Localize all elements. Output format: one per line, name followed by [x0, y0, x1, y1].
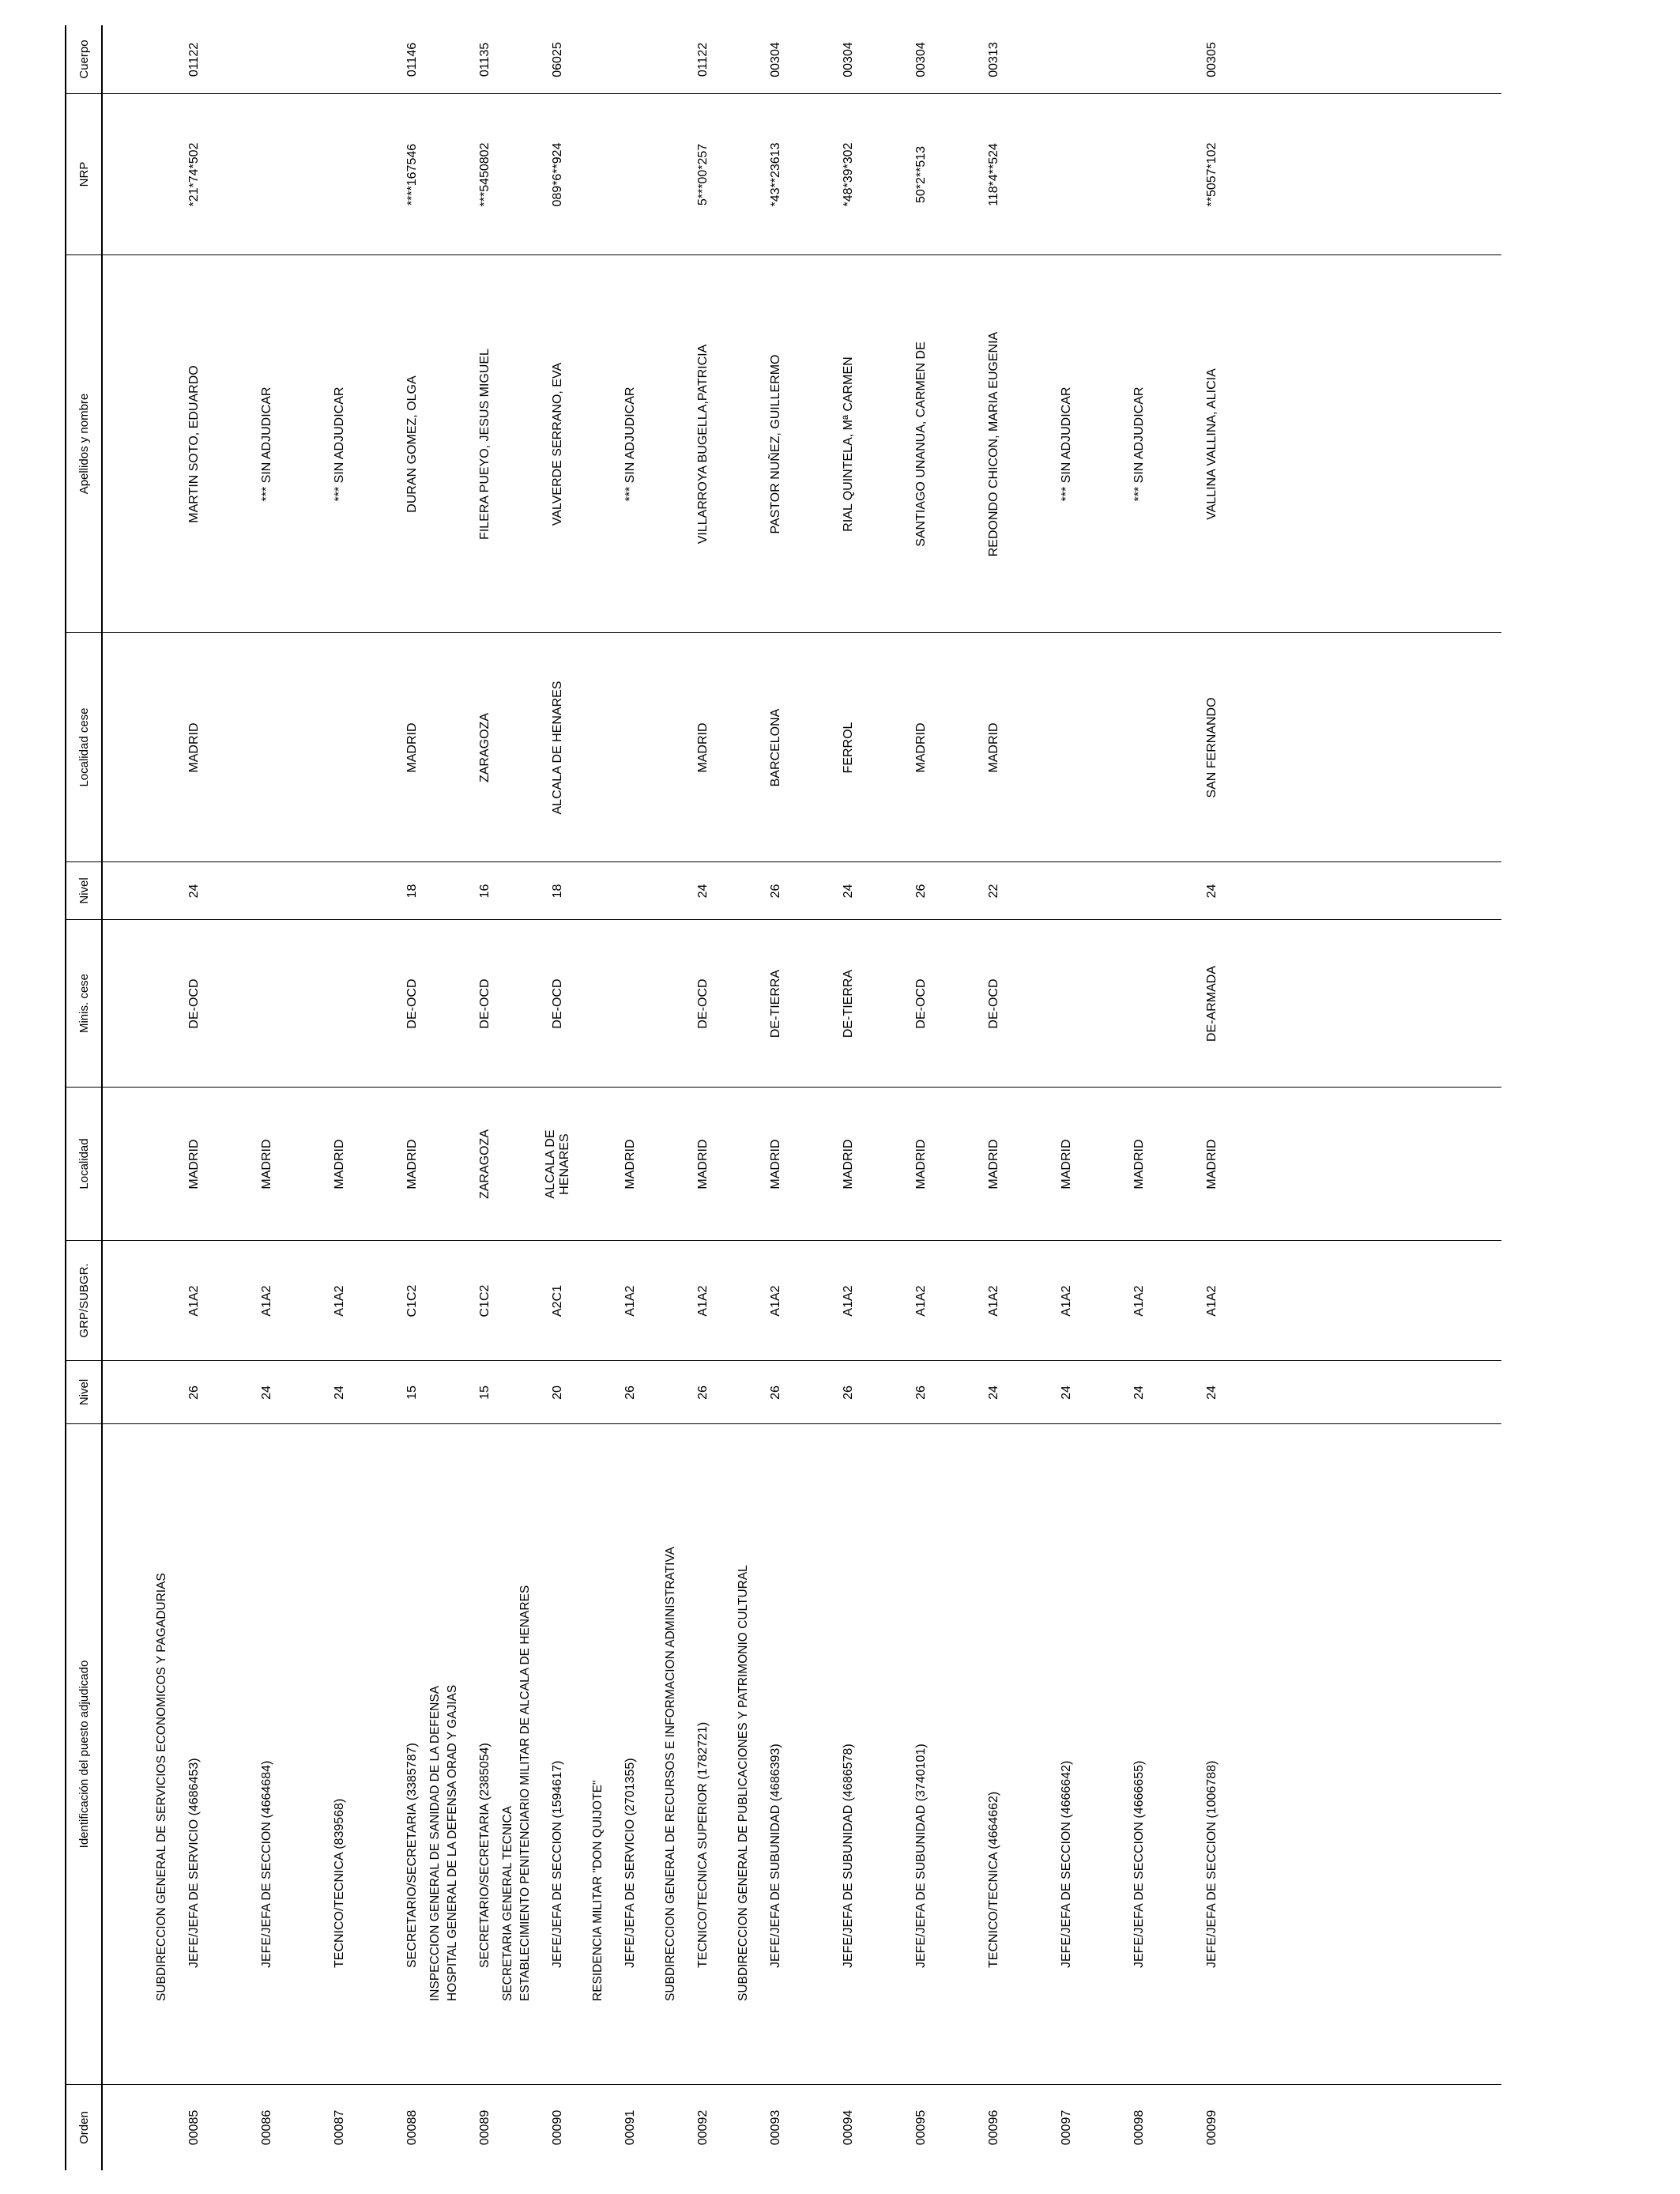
cell-orden: 00096 — [987, 2109, 1000, 2146]
cell-minis-cese: DE-OCD — [914, 978, 928, 1029]
cell-localidad — [376, 1088, 449, 1241]
cell-apellidos: RIAL QUINTELA, Mª CARMEN — [842, 356, 855, 532]
cell-nivel: 24 — [333, 1385, 346, 1400]
table-row — [1030, 25, 1103, 2170]
cell-minis-cese: DE-OCD — [478, 978, 492, 1029]
cell-orden: 00093 — [769, 2109, 782, 2146]
cell-minis-cese: DE-OCD — [987, 978, 1000, 1029]
cell-nrp — [1103, 94, 1176, 255]
header-grp: GRP/SUBGR. — [66, 1241, 101, 1361]
localidad-line: MADRID — [987, 1139, 1000, 1189]
cell-localidad — [231, 1088, 303, 1241]
localidad-line: MADRID — [187, 1139, 201, 1189]
cell-nivel: 26 — [696, 1385, 710, 1400]
cell-localidad-cese — [1030, 633, 1103, 862]
unit-heading: SUBDIRECCION GENERAL DE PUBLICACIONES Y PATRIMONIO CULTURAL — [736, 1565, 750, 2001]
cell-puesto: JEFE/JEFA DE SECCION (4666642) — [1060, 1760, 1073, 1968]
unit-heading: HOSPITAL GENERAL DE LA DEFENSA ORAD Y GAJIAS — [446, 1684, 459, 2001]
cell-nrp — [594, 94, 667, 255]
cell-cuerpo — [303, 25, 376, 94]
localidad-line: ALCALA DE — [544, 1129, 557, 1199]
cell-localidad-cese — [303, 633, 376, 862]
table-row — [736, 25, 812, 2170]
cell-grp: C1C2 — [478, 1284, 492, 1318]
cell-minis-cese: DE-OCD — [405, 978, 419, 1029]
cell-puesto: JEFE/JEFA DE SUBUNIDAD (4686578) — [842, 1744, 855, 1968]
header-orden: Orden — [77, 2111, 91, 2144]
cell-localidad — [1176, 1088, 1249, 1241]
cell-nivel-cese: 24 — [696, 884, 710, 899]
unit-heading: INSPECCION GENERAL DE SANIDAD DE LA DEFENSA — [428, 1685, 442, 2001]
cell-nrp — [303, 94, 376, 255]
cell-localidad-cese: ALCALA DE HENARES — [551, 680, 564, 815]
cell-puesto: JEFE/JEFA DE SUBUNIDAD (4686393) — [769, 1744, 782, 1968]
cell-grp: A1A2 — [1205, 1285, 1219, 1317]
cell-orden: 00098 — [1132, 2109, 1146, 2146]
cell-apellidos: MARTIN SOTO, EDUARDO — [187, 365, 201, 523]
cell-nivel: 24 — [260, 1385, 273, 1400]
cell-apellidos: *** SIN ADJUDICAR — [1060, 386, 1073, 502]
header-localidad-cese: Localidad cese — [66, 633, 101, 862]
localidad-line: MADRID — [842, 1139, 855, 1189]
cell-localidad-cese: MADRID — [187, 722, 201, 773]
header-nivel-cese: Nivel — [66, 862, 101, 920]
cell-nrp: 50*2**513 — [914, 145, 928, 204]
cell-apellidos: VALLINA VALLINA, ALICIA — [1205, 368, 1219, 520]
header-cuerpo: Cuerpo — [66, 25, 101, 94]
cell-orden: 00092 — [696, 2109, 710, 2146]
cell-orden: 00095 — [914, 2109, 928, 2146]
unit-heading: SUBDIRECCION GENERAL DE RECURSOS E INFORMACION ADMINISTRATIVA — [664, 1546, 677, 2001]
cell-localidad-cese — [594, 633, 667, 862]
table-body — [103, 25, 1501, 2170]
cell-cuerpo: 00313 — [987, 42, 1000, 77]
localidad-line: MADRID — [769, 1139, 782, 1189]
cell-apellidos: FILERA PUEYO, JESUS MIGUEL — [478, 349, 492, 540]
cell-nivel: 24 — [1205, 1385, 1219, 1400]
cell-nrp: **5057*102 — [1205, 142, 1219, 207]
cell-puesto: JEFE/JEFA DE SERVICIO (2701355) — [623, 1758, 637, 1968]
cell-nrp: *48*39*302 — [842, 142, 855, 207]
cell-apellidos: *** SIN ADJUDICAR — [623, 386, 637, 502]
header-nivel: Nivel — [66, 1361, 101, 1424]
cell-puesto: SECRETARIO/SECRETARIA (3385787) — [405, 1743, 419, 1968]
cell-orden: 00089 — [478, 2109, 492, 2146]
cell-grp: C1C2 — [405, 1284, 419, 1318]
cell-orden: 00088 — [405, 2109, 419, 2146]
cell-nivel: 20 — [551, 1385, 564, 1400]
table-row — [1176, 25, 1249, 2170]
cell-localidad — [812, 1088, 885, 1241]
cell-cuerpo: 00304 — [842, 42, 855, 77]
cell-minis-cese: DE-ARMADA — [1205, 966, 1219, 1042]
cell-nivel-cese: 24 — [1205, 884, 1219, 899]
table-row — [885, 25, 958, 2170]
cell-puesto: JEFE/JEFA DE SECCION (1594617) — [551, 1760, 564, 1968]
cell-nivel-cese: 22 — [987, 884, 1000, 899]
cell-apellidos: *** SIN ADJUDICAR — [260, 386, 273, 502]
header-apellidos: Apellidos y nombre — [66, 255, 101, 633]
table-row — [1103, 25, 1176, 2170]
cell-grp: A1A2 — [696, 1285, 710, 1317]
cell-orden: 00086 — [260, 2109, 273, 2146]
cell-nivel-cese — [231, 862, 303, 920]
table-row — [155, 25, 231, 2170]
cell-puesto: JEFE/JEFA DE SERVICIO (4686453) — [187, 1758, 201, 1968]
cell-grp: A2C1 — [551, 1284, 564, 1318]
table-row — [501, 25, 594, 2170]
cell-cuerpo: 01122 — [696, 42, 710, 77]
cell-localidad-cese: BARCELONA — [769, 708, 782, 787]
table-row — [591, 25, 667, 2170]
cell-nivel-cese — [594, 862, 667, 920]
localidad-line: MADRID — [914, 1139, 928, 1189]
localidad-line: MADRID — [405, 1139, 419, 1189]
cell-puesto: SECRETARIO/SECRETARIA (2385054) — [478, 1743, 492, 1968]
table-row — [664, 25, 740, 2170]
cell-nrp: *43**23613 — [769, 142, 782, 207]
cell-nivel: 26 — [623, 1385, 637, 1400]
cell-minis-cese: DE-OCD — [696, 978, 710, 1029]
cell-grp: A1A2 — [1132, 1285, 1146, 1317]
cell-orden: 00099 — [1205, 2109, 1219, 2146]
cell-apellidos: SANTIAGO UNANUA, CARMEN DE — [914, 341, 928, 547]
cell-puesto: TECNICO/TECNICA SUPERIOR (1782721) — [696, 1721, 710, 1968]
cell-cuerpo: 00304 — [769, 42, 782, 77]
cell-minis-cese: DE-OCD — [551, 978, 564, 1029]
localidad-line: MADRID — [1205, 1139, 1219, 1189]
localidad-line: MADRID — [696, 1139, 710, 1189]
localidad-line: ZARAGOZA — [478, 1129, 492, 1200]
cell-apellidos: VILLARROYA BUGELLA,PATRICIA — [696, 344, 710, 545]
cell-minis-cese — [303, 920, 376, 1088]
cell-grp: A1A2 — [987, 1285, 1000, 1317]
cell-localidad-cese: MADRID — [405, 722, 419, 773]
cell-apellidos: REDONDO CHICON, MARIA EUGENIA — [987, 331, 1000, 557]
header-nrp: NRP — [66, 94, 101, 255]
cell-nivel-cese — [303, 862, 376, 920]
cell-orden: 00085 — [187, 2109, 201, 2146]
cell-grp: A1A2 — [260, 1285, 273, 1317]
cell-localidad — [522, 1088, 594, 1241]
cell-nrp: *21*74*502 — [187, 142, 201, 207]
localidad-line: MADRID — [333, 1139, 346, 1189]
cell-nivel-cese: 26 — [914, 884, 928, 899]
unit-heading: RESIDENCIA MILITAR "DON QUIJOTE" — [591, 1780, 605, 2001]
cell-minis-cese: DE-OCD — [187, 978, 201, 1029]
localidad-line: MADRID — [260, 1139, 273, 1189]
cell-nivel: 15 — [405, 1385, 419, 1400]
table-row — [303, 25, 376, 2170]
cell-nrp: 118*4**524 — [987, 143, 1000, 206]
cell-nivel-cese — [1103, 862, 1176, 920]
cell-orden: 00087 — [333, 2109, 346, 2146]
cell-cuerpo — [594, 25, 667, 94]
localidad-line: MADRID — [1132, 1139, 1146, 1189]
cell-localidad — [158, 1088, 231, 1241]
cell-localidad — [594, 1088, 667, 1241]
cell-minis-cese — [594, 920, 667, 1088]
cell-minis-cese — [1030, 920, 1103, 1088]
cell-localidad — [303, 1088, 376, 1241]
cell-localidad — [1103, 1088, 1176, 1241]
cell-cuerpo: 00304 — [914, 42, 928, 77]
cell-nivel-cese — [1030, 862, 1103, 920]
table-row — [231, 25, 303, 2170]
cell-localidad-cese: SAN FERNANDO — [1205, 697, 1219, 798]
cell-cuerpo — [231, 25, 303, 94]
cell-nivel: 26 — [769, 1385, 782, 1400]
cell-nivel: 24 — [987, 1385, 1000, 1400]
cell-localidad — [1030, 1088, 1103, 1241]
cell-localidad — [667, 1088, 740, 1241]
header-puesto: Identificación del puesto adjudicado — [66, 1424, 101, 2085]
cell-localidad — [885, 1088, 958, 1241]
cell-localidad — [740, 1088, 812, 1241]
cell-nrp — [231, 94, 303, 255]
cell-orden: 00097 — [1060, 2109, 1073, 2146]
cell-cuerpo: 01122 — [187, 42, 201, 77]
cell-nivel-cese: 18 — [551, 884, 564, 899]
localidad-line: MADRID — [623, 1139, 637, 1189]
cell-apellidos: VALVERDE SERRANO, EVA — [551, 362, 564, 526]
cell-nivel-cese: 18 — [405, 884, 419, 899]
cell-puesto: JEFE/JEFA DE SUBUNIDAD (3740101) — [914, 1744, 928, 1968]
cell-cuerpo: 06025 — [551, 42, 564, 77]
unit-heading: ESTABLECIMIENTO PENITENCIARIO MILITAR DE ALCALA DE HENARES — [518, 1585, 532, 2001]
unit-heading: SECRETARIA GENERAL TECNICA — [501, 1806, 514, 2001]
cell-localidad-cese — [231, 633, 303, 862]
adjudication-table — [65, 25, 1501, 2170]
cell-localidad-cese: FERROL — [842, 722, 855, 774]
cell-nivel-cese: 24 — [187, 884, 201, 899]
cell-nivel: 15 — [478, 1385, 492, 1400]
cell-grp: A1A2 — [842, 1285, 855, 1317]
cell-puesto: TECNICO/TECNICA (839568) — [333, 1798, 346, 1968]
unit-heading: SUBDIRECCION GENERAL DE SERVICIOS ECONOMICOS Y PAGADURIAS — [155, 1573, 168, 2001]
cell-orden: 00090 — [551, 2109, 564, 2146]
table-row — [958, 25, 1030, 2170]
cell-cuerpo — [1103, 25, 1176, 94]
cell-nrp: ****167546 — [405, 143, 419, 206]
cell-grp: A1A2 — [769, 1285, 782, 1317]
header-minis-cese: Minis. cese — [66, 920, 101, 1088]
header-localidad: Localidad — [66, 1088, 101, 1241]
cell-nrp: 089*6**924 — [551, 142, 564, 207]
cell-apellidos: *** SIN ADJUDICAR — [333, 386, 346, 502]
cell-nrp: 5***00*257 — [696, 143, 710, 206]
cell-puesto: TECNICO/TECNICA (4664662) — [987, 1791, 1000, 1968]
cell-cuerpo — [1030, 25, 1103, 94]
cell-nivel-cese: 16 — [478, 884, 492, 899]
cell-cuerpo: 01146 — [405, 42, 419, 77]
cell-localidad — [449, 1088, 522, 1241]
cell-grp: A1A2 — [1060, 1285, 1073, 1317]
table-header — [65, 25, 103, 2170]
cell-nivel: 24 — [1132, 1385, 1146, 1400]
cell-grp: A1A2 — [914, 1285, 928, 1317]
localidad-line: MADRID — [1060, 1139, 1073, 1189]
cell-puesto: JEFE/JEFA DE SECCION (4664684) — [260, 1760, 273, 1968]
cell-localidad-cese: MADRID — [696, 722, 710, 773]
cell-nivel: 26 — [914, 1385, 928, 1400]
cell-localidad-cese: ZARAGOZA — [478, 713, 492, 783]
cell-puesto: JEFE/JEFA DE SECCION (4666655) — [1132, 1760, 1146, 1968]
cell-minis-cese: DE-TIERRA — [769, 969, 782, 1039]
cell-cuerpo: 01135 — [478, 42, 492, 77]
cell-nrp — [1030, 94, 1103, 255]
cell-apellidos: *** SIN ADJUDICAR — [1132, 386, 1146, 502]
cell-orden: 00091 — [623, 2109, 637, 2146]
cell-orden: 00094 — [842, 2109, 855, 2146]
cell-cuerpo: 00305 — [1205, 42, 1219, 77]
table-row — [812, 25, 885, 2170]
localidad-line: HENARES — [558, 1133, 571, 1195]
cell-grp: A1A2 — [187, 1285, 201, 1317]
cell-localidad — [958, 1088, 1030, 1241]
cell-minis-cese — [231, 920, 303, 1088]
cell-apellidos: DURAN GOMEZ, OLGA — [405, 375, 419, 513]
cell-localidad-cese: MADRID — [987, 722, 1000, 773]
cell-nivel: 24 — [1060, 1385, 1073, 1400]
cell-nivel-cese: 26 — [769, 884, 782, 899]
cell-nivel: 26 — [842, 1385, 855, 1400]
cell-apellidos: PASTOR NUÑEZ, GUILLERMO — [769, 354, 782, 534]
cell-puesto: JEFE/JEFA DE SECCION (1006788) — [1205, 1760, 1219, 1968]
cell-grp: A1A2 — [623, 1285, 637, 1317]
cell-minis-cese: DE-TIERRA — [842, 969, 855, 1039]
cell-localidad-cese: MADRID — [914, 722, 928, 773]
cell-localidad-cese — [1103, 633, 1176, 862]
cell-minis-cese — [1103, 920, 1176, 1088]
cell-nivel-cese: 24 — [842, 884, 855, 899]
cell-nrp: ***5450802 — [478, 142, 492, 207]
cell-grp: A1A2 — [333, 1285, 346, 1317]
cell-nivel: 26 — [187, 1385, 201, 1400]
